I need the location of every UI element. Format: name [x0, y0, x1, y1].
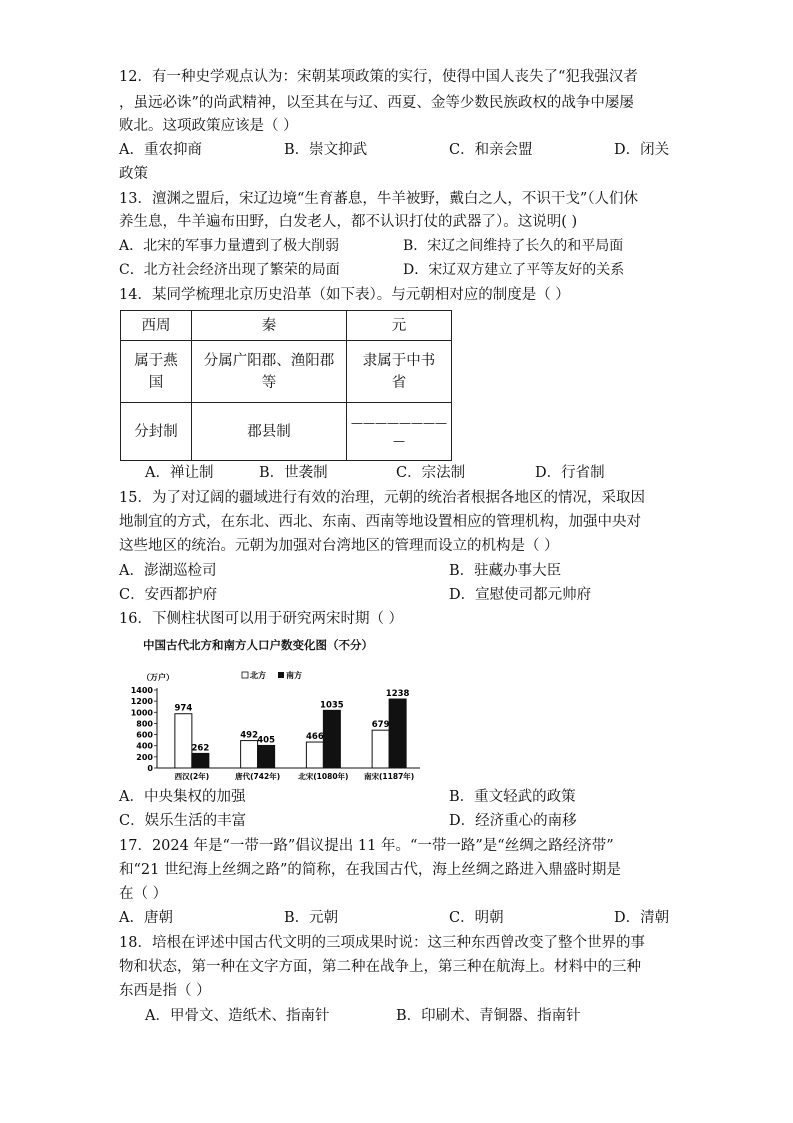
table-cell-qin-belong: 分属广阳郡、渔阳郡 等	[192, 341, 347, 403]
legend-label-south: 南方	[286, 671, 302, 680]
data-label: 1035	[320, 700, 344, 711]
q18-option-a: A．甲骨文、造纸术、指南针	[145, 1008, 330, 1024]
q14-stem: 14．某同学梳理北京历史沿革（如下表）。与元朝相对应的制度是（ ）	[119, 287, 570, 303]
y-tick-label: 600	[136, 730, 153, 740]
y-tick-label: 1200	[130, 697, 153, 707]
q12-option-a: A．重农抑商	[119, 142, 202, 158]
q14-option-b: B．世袭制	[259, 465, 328, 481]
q18-stem-line-1: 18．培根在评述中国古代文明的三项成果时说：这三种东西曾改变了整个世界的事	[119, 935, 645, 951]
bar-south	[389, 699, 406, 768]
q17-option-d: D．清朝	[614, 910, 670, 926]
data-label: 492	[240, 730, 258, 741]
data-label: 679	[371, 720, 390, 731]
q13-stem-line-1: 13．澶渊之盟后，宋辽边境“生育蕃息，牛羊被野，戴白之人，不识干戈”（人们休	[119, 191, 639, 207]
bar-north	[306, 742, 323, 768]
population-bar-chart	[115, 660, 425, 785]
q13-option-a: A．北宋的军事力量遭到了极大削弱	[119, 238, 340, 254]
table-cell-yuan-system: ———————— —	[347, 403, 452, 461]
q16-option-c: C．娱乐生活的丰富	[119, 813, 247, 829]
y-tick-label: 800	[136, 719, 153, 729]
data-label: 974	[174, 703, 193, 714]
q18-option-b: B．印刷术、青铜器、指南针	[396, 1008, 581, 1024]
q12-stem-line-2: ，虽远必诛”的尚武精神，以至其在与辽、西夏、金等少数民族政权的战争中屡屡	[119, 95, 634, 111]
data-label: 262	[191, 743, 210, 754]
bar-north	[372, 730, 389, 768]
bar-north	[175, 714, 192, 768]
q17-stem-line-1: 17．2024 年是“一带一路”倡议提出 11 年。“一带一路”是“丝绸之路经济带”	[119, 838, 614, 854]
q18-stem-line-2: 物和状态，第一种在文字方面，第二种在战争上，第三种在航海上。材料中的三种	[119, 959, 641, 975]
y-tick-label: 200	[136, 752, 153, 762]
table-cell-xizhou-system: 分封制	[121, 403, 192, 461]
y-tick-label: 400	[136, 741, 153, 751]
q14-option-a: A．禅让制	[145, 465, 214, 481]
q15-option-c: C．安西都护府	[119, 587, 218, 603]
chart-title: 中国古代北方和南方人口户数变化图（不分）	[143, 638, 373, 652]
q15-stem-line-2: 地制宜的方式，在东北、西北、东南、西南等地设置相应的管理机构，加强中央对	[119, 514, 641, 530]
q17-stem-line-3: 在（ ）	[119, 886, 168, 902]
table-cell-yuan-belong: 隶属于中书 省	[347, 341, 452, 403]
y-axis-label: （万户）	[142, 673, 174, 682]
q18-stem-line-3: 东西是指（ ）	[119, 983, 211, 999]
table-header-yuan: 元	[347, 311, 452, 341]
q14-option-d: D．行省制	[535, 465, 605, 481]
q16-option-a: A．中央集权的加强	[119, 789, 246, 805]
q17-option-a: A．唐朝	[119, 910, 173, 926]
data-label: 405	[257, 735, 275, 746]
q15-option-d: D．宣慰使司都元帅府	[449, 587, 592, 603]
y-tick-label: 1000	[130, 708, 153, 718]
bar-south	[192, 753, 209, 768]
q13-option-c: C．北方社会经济出现了繁荣的局面	[119, 262, 340, 278]
q15-option-b: B．驻藏办事大臣	[449, 563, 562, 579]
table-header-qin: 秦	[192, 311, 347, 341]
x-tick-label: 北宋(1080年)	[298, 772, 349, 781]
x-tick-label: 唐代(742年)	[235, 772, 281, 781]
q13-option-d: D．宋辽双方建立了平等友好的关系	[403, 262, 625, 278]
q17-option-c: C．明朝	[449, 910, 504, 926]
legend-swatch-north	[242, 672, 248, 678]
q12-option-b: B．崇文抑武	[284, 142, 368, 158]
q17-stem-line-2: 和“21 世纪海上丝绸之路”的简称，在我国古代，海上丝绸之路进入鼎盛时期是	[119, 862, 621, 878]
q12-option-d: D．闭关	[614, 142, 670, 158]
q12-stem-line-1: 12．有一种史学观点认为：宋朝某项政策的实行，使得中国人丧失了“犯我强汉者	[119, 69, 638, 85]
q15-stem-line-3: 这些地区的统治。元朝为加强对台湾地区的管理而设立的机构是（ ）	[119, 538, 559, 554]
q15-option-a: A．澎湖巡检司	[119, 563, 217, 579]
bar-south	[258, 745, 275, 768]
q17-option-b: B．元朝	[284, 910, 339, 926]
data-label: 1238	[385, 689, 410, 700]
q16-option-b: B．重文轻武的政策	[449, 789, 576, 805]
q12-option-c: C．和亲会盟	[449, 142, 533, 158]
x-tick-label: 西汉(2年)	[174, 772, 210, 781]
q13-stem-line-2: 养生息，牛羊遍布田野，白发老人，都不认识打仗的武器了）。这说明( )	[119, 214, 578, 230]
data-label: 466	[306, 732, 324, 743]
table-header-xizhou: 西周	[121, 311, 192, 341]
history-table	[120, 310, 452, 461]
q15-stem-line-1: 15．为了对辽阔的疆域进行有效的治理，元朝的统治者根据各地区的情况，采取因	[119, 490, 645, 506]
y-tick-label: 0	[147, 764, 153, 773]
legend-swatch-south	[278, 672, 284, 678]
q16-option-d: D．经济重心的南移	[449, 813, 577, 829]
q13-option-b: B．宋辽之间维持了长久的和平局面	[403, 238, 624, 254]
y-tick-label: 1400	[130, 686, 153, 695]
table-cell-qin-system: 郡县制	[192, 403, 347, 461]
bar-south	[323, 710, 340, 768]
legend-label-north: 北方	[250, 671, 266, 680]
x-tick-label: 南宋(1187年)	[364, 772, 415, 781]
table-cell-xizhou-belong: 属于燕 国	[121, 341, 192, 403]
bar-north	[241, 741, 258, 768]
q16-stem: 16．下侧柱状图可以用于研究两宋时期（ ）	[119, 611, 404, 627]
q12-stem-line-3: 败北。这项政策应该是（ ）	[119, 118, 298, 134]
q14-option-c: C．宗法制	[396, 465, 466, 481]
q12-option-d-wrap: 政策	[119, 166, 148, 182]
